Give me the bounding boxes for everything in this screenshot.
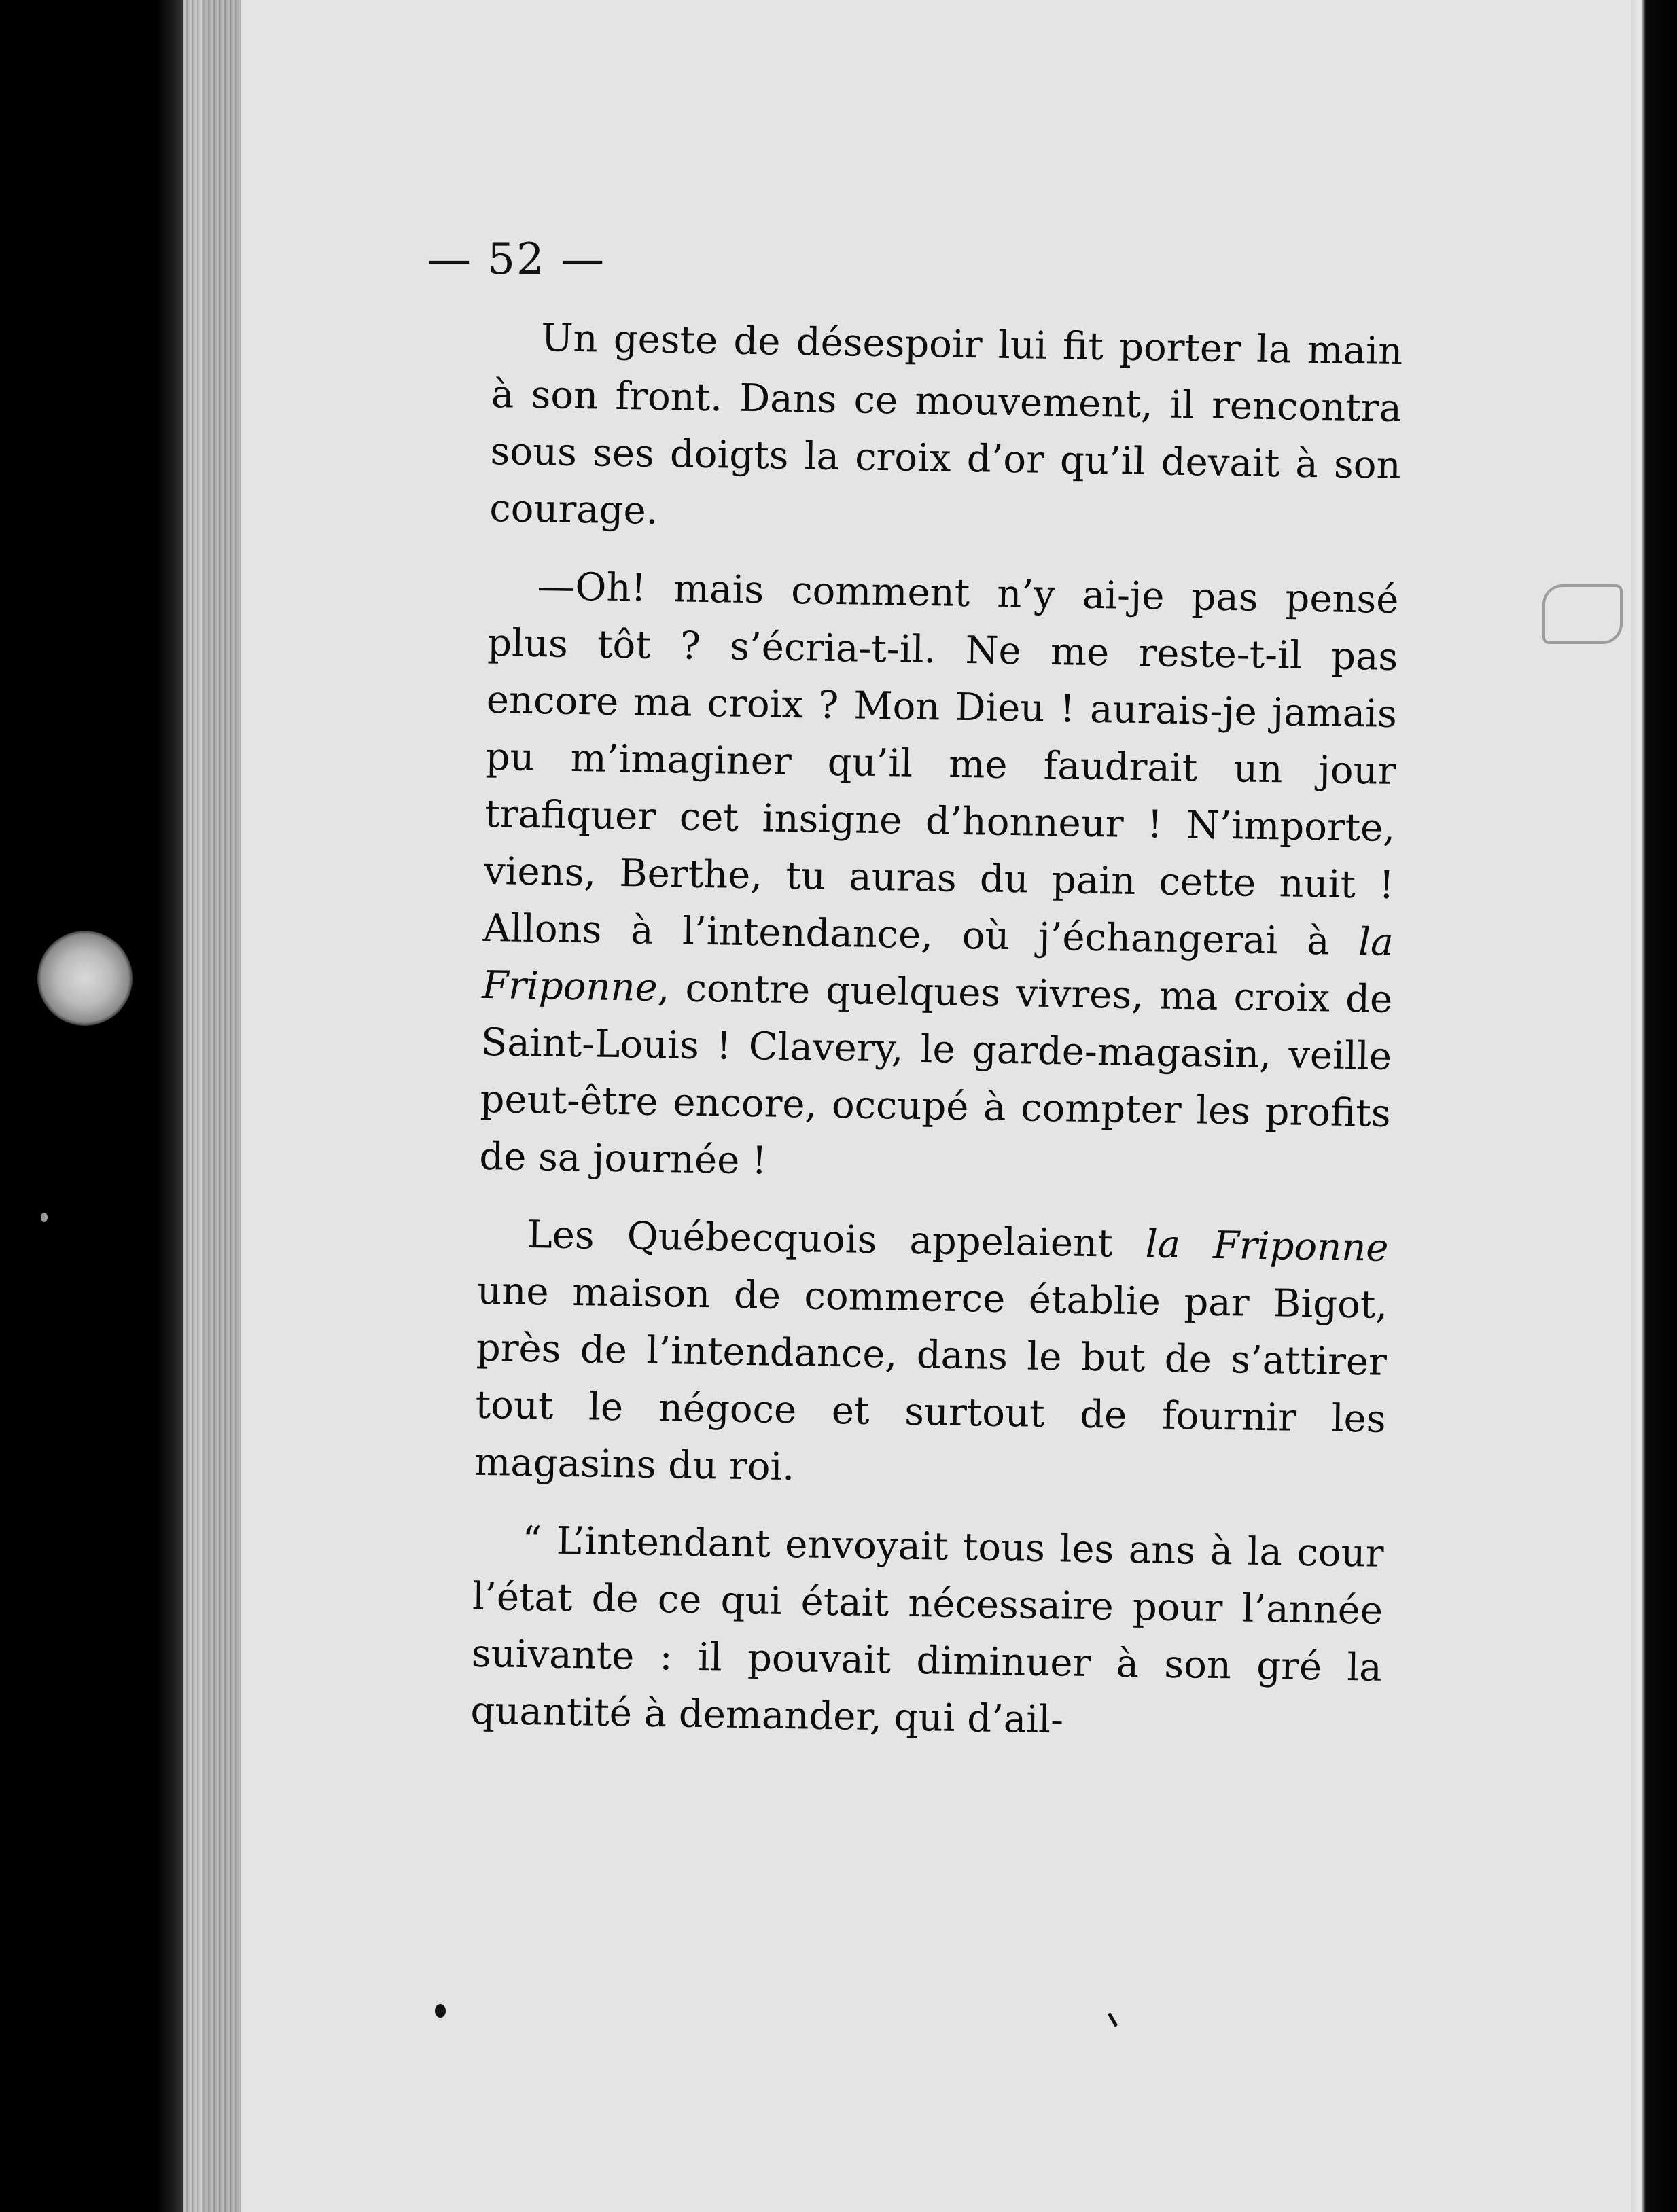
ink-speck [41,1213,48,1222]
page-number: — 52 — [427,234,606,285]
paragraph-text: Les Québecquois appelaient [527,1212,1146,1267]
italic-text: la Friponne [481,920,1394,1010]
paragraph-text: une maison de commerce établie par Bigot, près de l’intendance, dans le but de s’attirer tout le négoce et surtout de fournir les magasins du roi. [474,1268,1388,1490]
paragraph-text: Un geste de désespoir lui fit porter la main à son front. Dans ce mouvement, il rencontra sous ses doigts la croix d’or qu’il devait à son courage. [489,316,1403,533]
paragraph-text: , contre quelques vivres, ma croix de Saint-Louis ! Clavery, le garde-magasin, veille peut-être encore, occupé à compter les profits de sa journée ! [478,965,1393,1183]
book-binding [0,0,204,2212]
page-clip-mark [1542,584,1623,644]
italic-text: la Friponne [1145,1222,1389,1270]
right-page-edge [1631,0,1677,2212]
paragraph [474,1206,1389,1505]
paragraph [489,309,1403,552]
paragraph [470,1512,1384,1754]
ink-speck [435,2004,446,2018]
paragraph [479,558,1399,1200]
body-text [470,309,1402,1774]
page-edges [183,0,245,2212]
paragraph-text: “ L’intendant envoyait tous les ans à la cour l’état de ce qui était nécessaire pour l’année suivante : il pouvait diminuer à son gré la quantité à demander, qui d’ail- [470,1518,1384,1743]
paragraph-text: —Oh! mais comment n’y ai-je pas pensé plus tôt ? s’écria-t-il. Ne me reste-t-il pas encore ma croix ? Mon Dieu ! aurais-je jamais pu m’imaginer qu’il me faudrait un jour trafiquer cet insigne d’honneur ! N’importe, viens, Berthe, tu auras du pain cette nuit ! Allons à l’intendance, où j’échangerai à [482,565,1399,965]
library-stamp [37,931,133,1026]
